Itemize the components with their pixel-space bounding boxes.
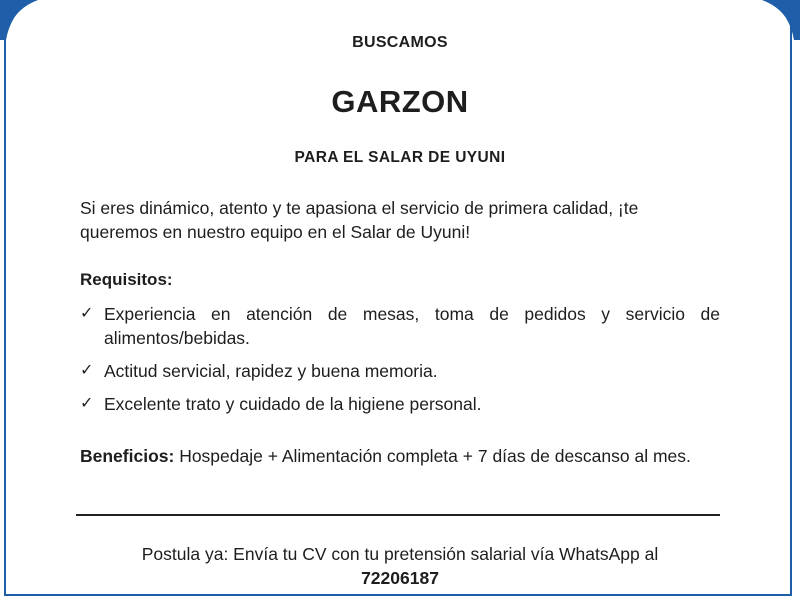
requirement-text: Actitud servicial, rapidez y buena memoria.: [104, 361, 438, 381]
whatsapp-phone-number: 72206187: [361, 568, 439, 588]
corner-decoration-left: [0, 0, 40, 40]
requirement-item: [80, 392, 720, 416]
requirements-heading: Requisitos:: [80, 270, 173, 289]
divider: [76, 514, 720, 516]
check-icon: ✓: [80, 362, 94, 379]
benefits-label: Beneficios:: [80, 446, 175, 466]
requirement-item: [80, 359, 720, 383]
intro-paragraph: Si eres dinámico, atento y te apasiona el servicio de primera calidad, ¡te queremos en nuestro equipo en el Salar de Uyuni!: [80, 198, 639, 242]
requirement-text: Excelente trato y cuidado de la higiene personal.: [104, 394, 482, 414]
job-location: PARA EL SALAR DE UYUNI: [294, 149, 506, 166]
check-icon: ✓: [80, 395, 94, 412]
benefits-paragraph: [80, 444, 720, 468]
corner-decoration-right: [760, 0, 800, 40]
footer-text: Postula ya: Envía tu CV con tu pretensión salarial vía WhatsApp al: [141, 544, 659, 564]
eyebrow-heading: BUSCAMOS: [352, 34, 448, 51]
footer-call-to-action: [80, 542, 720, 590]
requirement-text: Experiencia en atención de mesas, toma de pedidos y servicio de alimentos/bebidas.: [104, 304, 720, 348]
requirement-item: [80, 302, 720, 350]
requirements-list: [80, 302, 720, 425]
job-title: GARZON: [331, 84, 469, 119]
benefits-text: Hospedaje + Alimentación completa + 7 días de descanso al mes.: [174, 446, 691, 466]
check-icon: ✓: [80, 305, 94, 322]
